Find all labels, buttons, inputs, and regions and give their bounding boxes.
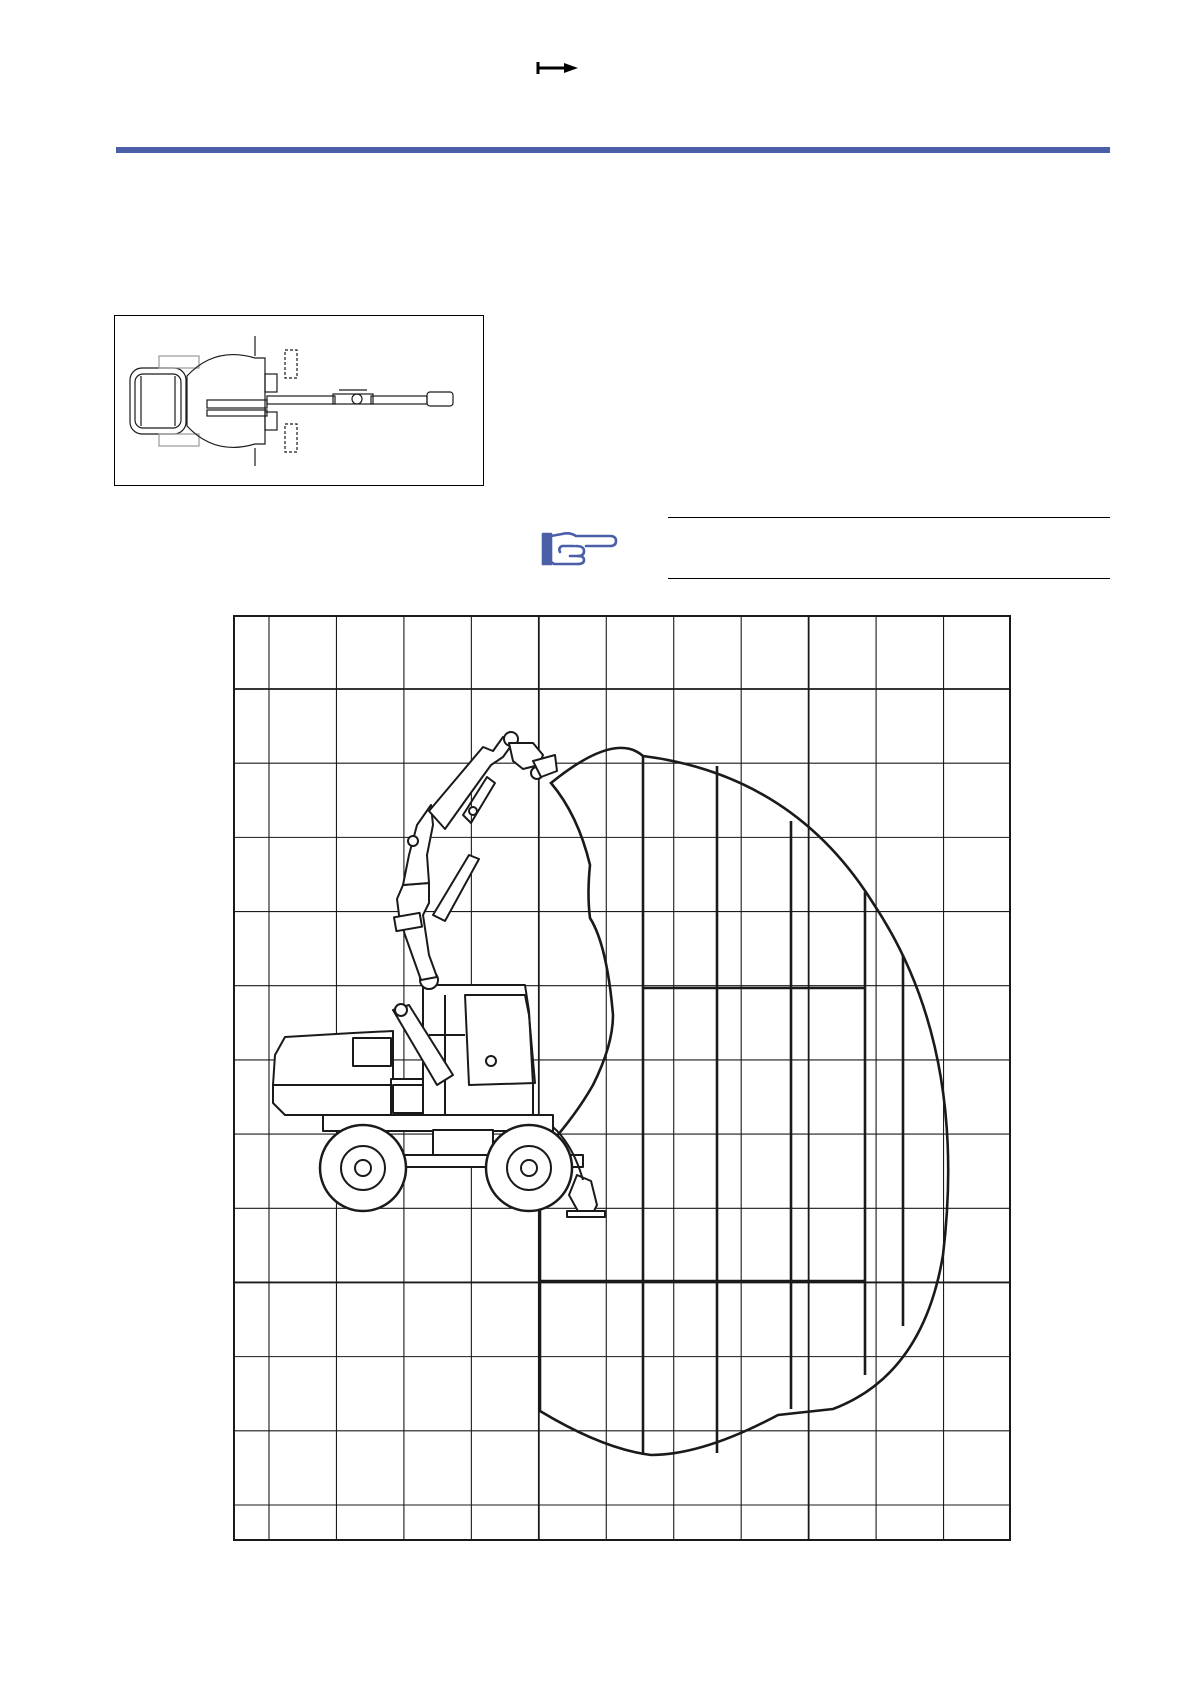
pointing-hand-icon [540, 528, 620, 570]
section-header-rule [116, 147, 1110, 153]
machine-top-view-figure [114, 315, 484, 486]
excavator-side-view [273, 732, 605, 1217]
note-callout [540, 516, 1110, 581]
arrow-right-icon [536, 60, 580, 76]
working-range-diagram [233, 615, 1011, 1541]
note-rule-top [668, 517, 1110, 518]
note-rule-bottom [668, 578, 1110, 579]
working-range-envelope [540, 748, 948, 1455]
machine-top-view-drawing [115, 316, 485, 487]
